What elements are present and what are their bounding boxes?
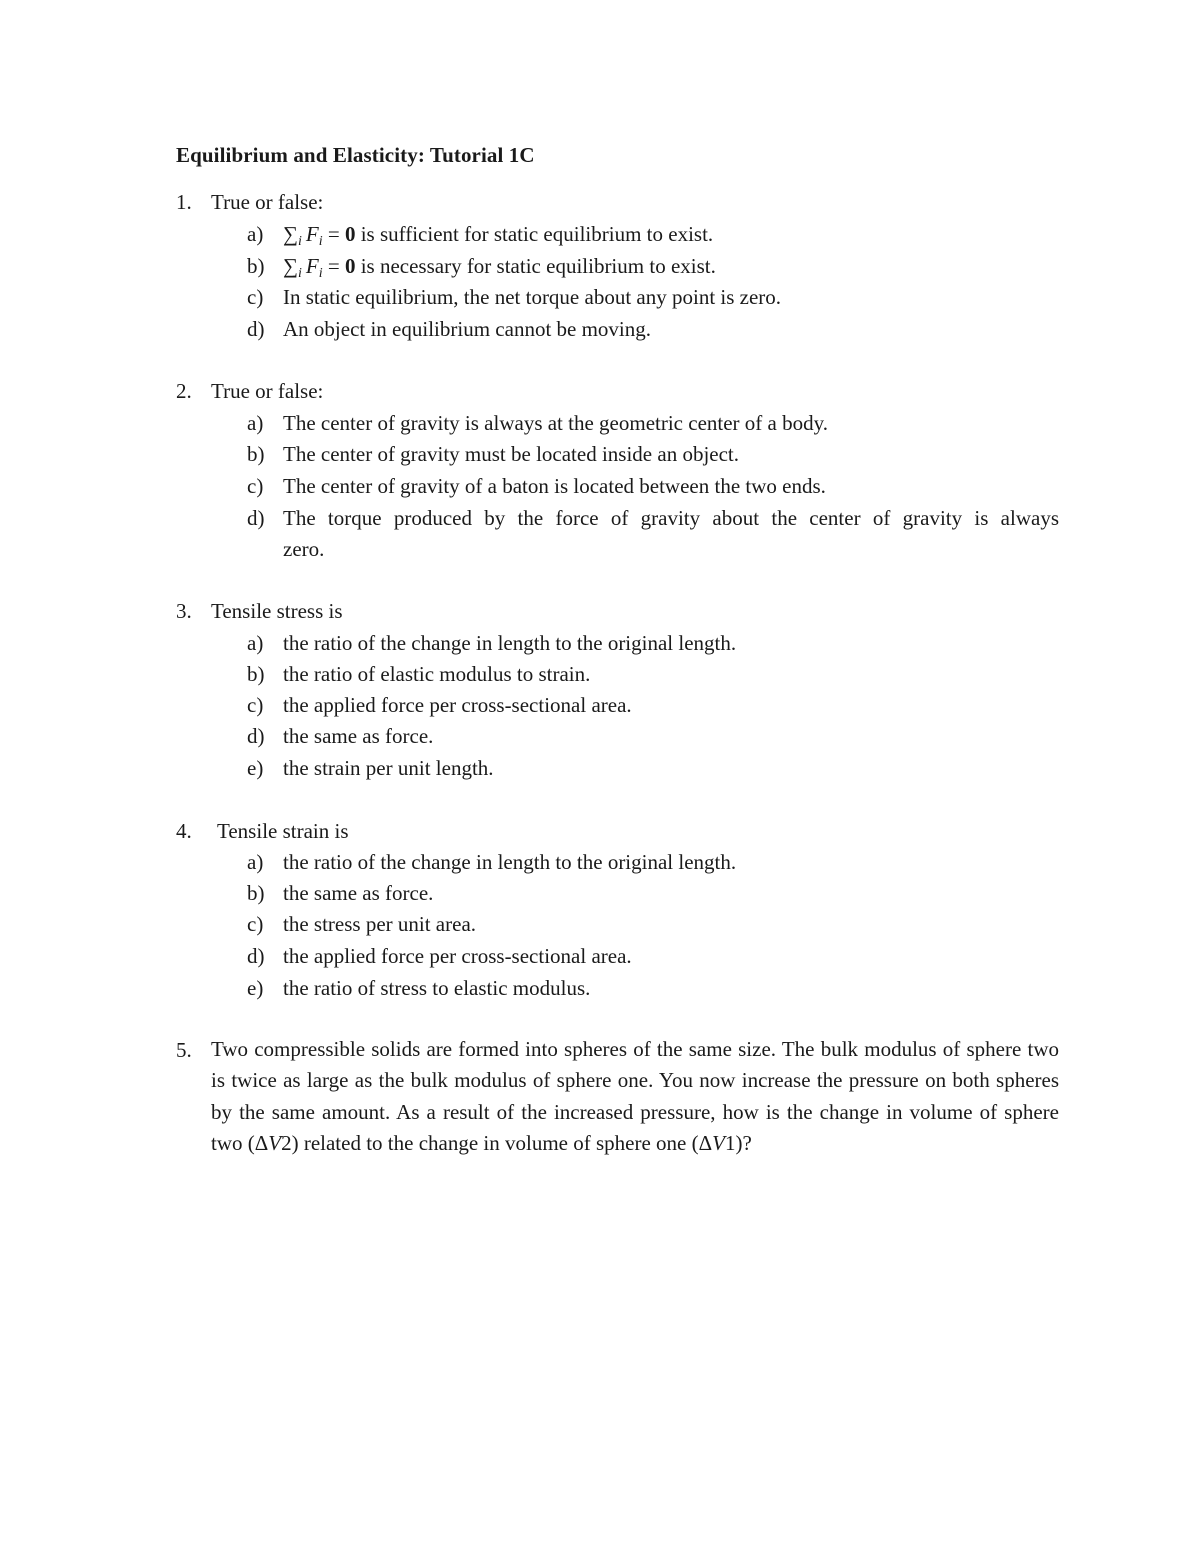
q1-option-b-label: b) — [247, 254, 265, 278]
q4-option-b-label: b) — [247, 881, 265, 905]
volume-symbol: V — [268, 1131, 282, 1156]
q5-text-middle: ) related to the change in volume of sphere one ( — [291, 1131, 699, 1156]
q1-option-c-label: c) — [247, 285, 264, 309]
q2-option-c-text: The center of gravity of a baton is located between the two ends. — [283, 474, 826, 498]
sum-symbol: ∑ — [283, 254, 298, 278]
q4-option-c-text: the stress per unit area. — [283, 912, 477, 936]
q2-option-b-label: b) — [247, 442, 265, 466]
equals-sign: = — [322, 222, 345, 246]
question-2-prompt: True or false: — [211, 379, 324, 403]
sum-symbol: ∑ — [283, 222, 298, 246]
q3-option-e-label: e) — [247, 756, 264, 780]
q4-option-c-label: c) — [247, 912, 264, 936]
q4-option-e-label: e) — [247, 976, 264, 1000]
q4-option-e-text: the ratio of stress to elastic modulus. — [283, 976, 591, 1000]
zero-vector: 0 — [344, 254, 356, 278]
q2-option-a-text: The center of gravity is always at the geometric center of a body. — [283, 411, 828, 435]
q3-option-d-label: d) — [247, 724, 265, 748]
question-5-number: 5. — [176, 1038, 192, 1062]
q5-text-end: )? — [735, 1131, 752, 1156]
force-symbol: F — [305, 222, 319, 246]
delta-symbol: Δ — [698, 1131, 713, 1156]
sum-index: i — [297, 234, 302, 249]
q4-option-a-text: the ratio of the change in length to the original length. — [283, 850, 737, 874]
question-4-number: 4. — [176, 819, 192, 843]
zero-vector: 0 — [344, 222, 356, 246]
question-5-paragraph — [211, 1034, 1059, 1160]
q1-option-a — [283, 220, 713, 256]
q2-option-c-label: c) — [247, 474, 264, 498]
q1-option-b-text: is necessary for static equilibrium to exist. — [355, 254, 716, 278]
question-4-prompt: Tensile strain is — [217, 819, 349, 843]
q5-text-start: Two compressible solids are formed into spheres of the same size. The bulk modulus of sphere two is twice as large as the bulk modulus of sphere one. You now increase the pressure on both spheres by the same amount. As a result of the increased pressure, how is the change in volume of sphere two ( — [211, 1037, 1059, 1156]
question-3-prompt: Tensile stress is — [211, 599, 343, 623]
q2-option-b-text: The center of gravity must be located inside an object. — [283, 442, 740, 466]
q2-option-d-text-continued: zero. — [283, 537, 325, 561]
document-title: Equilibrium and Elasticity: Tutorial 1C — [176, 143, 535, 167]
q3-option-b-text: the ratio of elastic modulus to strain. — [283, 662, 591, 686]
q1-option-a-label: a) — [247, 222, 264, 246]
question-2-number: 2. — [176, 379, 192, 403]
q3-option-a-text: the ratio of the change in length to the original length. — [283, 631, 737, 655]
q4-option-a-label: a) — [247, 850, 264, 874]
question-1-number: 1. — [176, 190, 192, 214]
q1-option-d-text: An object in equilibrium cannot be moving. — [283, 317, 652, 341]
sphere-two-index: 2 — [281, 1131, 292, 1156]
q1-option-c-text: In static equilibrium, the net torque about any point is zero. — [283, 285, 782, 309]
q3-option-b-label: b) — [247, 662, 265, 686]
force-symbol: F — [305, 254, 319, 278]
q2-option-d-label: d) — [247, 506, 265, 530]
q4-option-d-label: d) — [247, 944, 265, 968]
q1-option-d-label: d) — [247, 317, 265, 341]
equals-sign: = — [322, 254, 345, 278]
force-subscript: i — [318, 234, 323, 249]
q3-option-a-label: a) — [247, 631, 264, 655]
q2-option-d-text: The torque produced by the force of gravity about the center of gravity is always — [283, 506, 1059, 530]
q4-option-b-text: the same as force. — [283, 881, 434, 905]
q3-option-e-text: the strain per unit length. — [283, 756, 494, 780]
q3-option-c-text: the applied force per cross-sectional area. — [283, 693, 632, 717]
q2-option-a-label: a) — [247, 411, 264, 435]
sphere-one-index: 1 — [724, 1131, 736, 1156]
question-3-number: 3. — [176, 599, 192, 623]
q3-option-c-label: c) — [247, 693, 264, 717]
q1-option-a-text: is sufficient for static equilibrium to exist. — [355, 222, 714, 246]
sum-index: i — [297, 266, 302, 281]
volume-symbol: V — [712, 1131, 725, 1156]
q3-option-d-text: the same as force. — [283, 724, 434, 748]
delta-symbol: Δ — [254, 1131, 269, 1156]
q4-option-d-text: the applied force per cross-sectional area. — [283, 944, 632, 968]
question-1-prompt: True or false: — [211, 190, 324, 214]
force-subscript: i — [318, 266, 323, 281]
